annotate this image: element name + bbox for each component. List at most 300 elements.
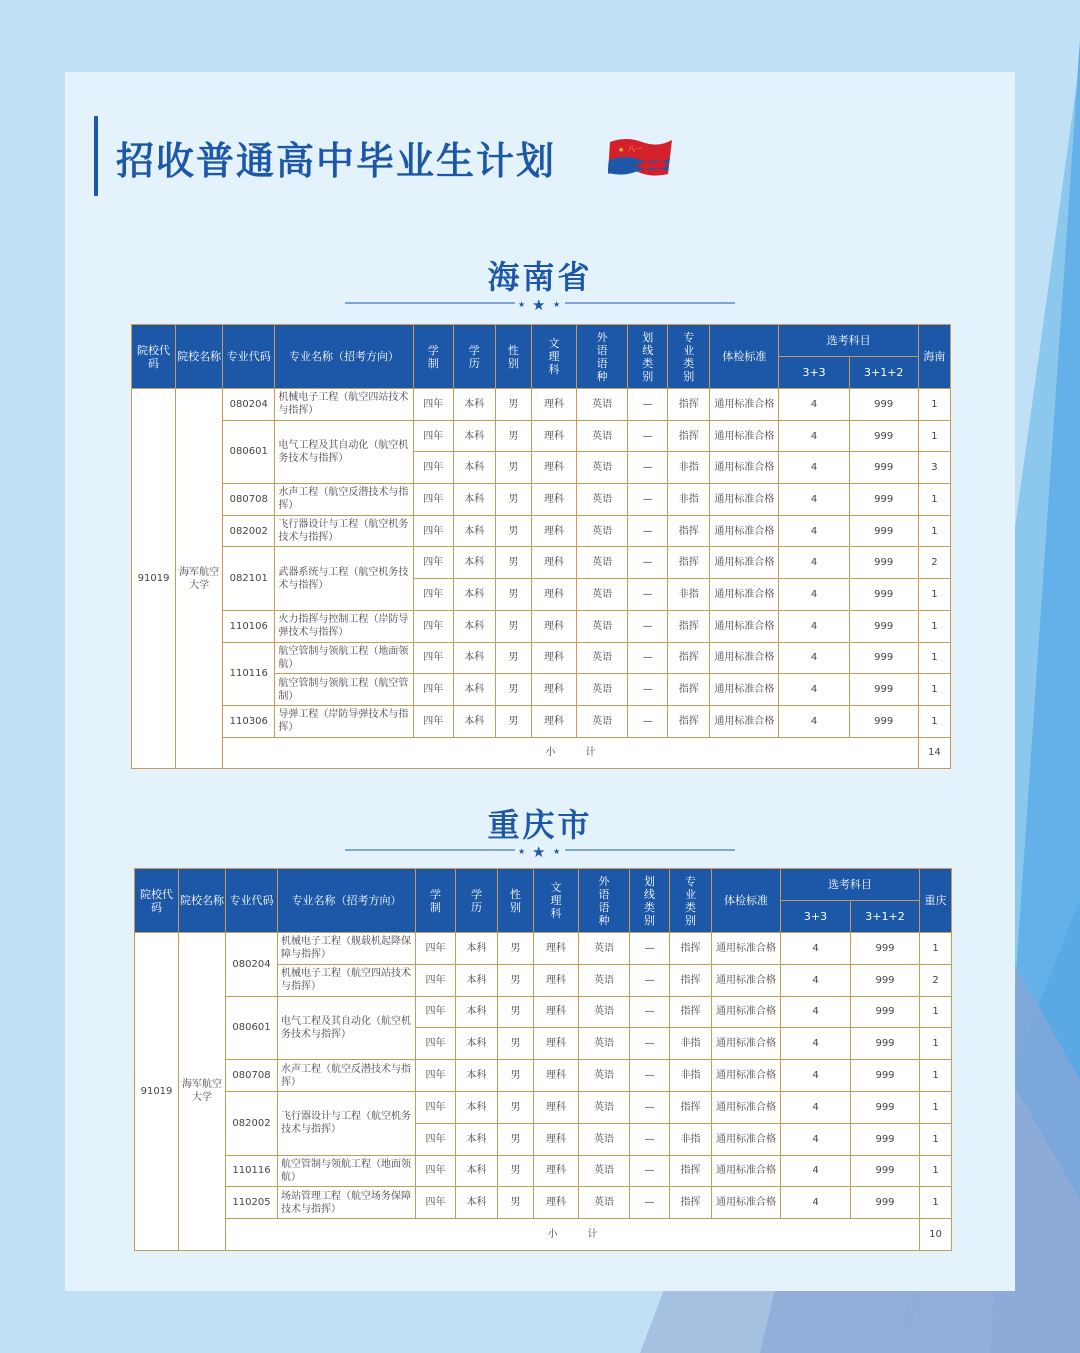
cell-lang: 英语: [579, 1091, 630, 1123]
cell-type: 非指: [670, 1060, 712, 1092]
cell-gen: 男: [495, 452, 531, 484]
cell-dur: 四年: [416, 1060, 456, 1092]
cell-s33: 4: [781, 1123, 851, 1155]
cell-gen: 男: [498, 1028, 534, 1060]
cell-lang: 英语: [579, 1155, 630, 1187]
cell-ak: 理科: [534, 1187, 579, 1219]
cell-ak: 理科: [534, 964, 579, 996]
cell-line: —: [630, 964, 670, 996]
cell-s33: 4: [779, 515, 849, 547]
cell-s33: 4: [779, 484, 849, 516]
cell-type: 非指: [670, 1028, 712, 1060]
subtotal-value: 10: [920, 1219, 952, 1251]
cell-line: —: [628, 389, 668, 421]
cell-dur: 四年: [416, 1123, 456, 1155]
svg-text:★: ★: [553, 847, 561, 856]
subtotal-row: [132, 737, 951, 769]
cell-dur: 四年: [413, 610, 453, 642]
cell-dur: 四年: [413, 420, 453, 452]
cell-phys: 通用标准合格: [712, 1155, 781, 1187]
cell-deg: 本科: [456, 1155, 498, 1187]
cell-dur: 四年: [413, 484, 453, 516]
cell-s33: 4: [779, 674, 849, 706]
cell-line: —: [628, 579, 668, 611]
cell-phys: 通用标准合格: [710, 642, 779, 674]
cell-n: 3: [918, 452, 950, 484]
cell-line: —: [628, 642, 668, 674]
cell-gen: 男: [495, 610, 531, 642]
cell-line: —: [628, 452, 668, 484]
cell-deg: 本科: [453, 705, 495, 737]
cell-deg: 本科: [456, 1060, 498, 1092]
cell-type: 指挥: [668, 642, 710, 674]
header-region: 重庆: [920, 869, 952, 933]
cell-s33: 4: [781, 964, 851, 996]
header-3-3: 3+3: [781, 901, 851, 933]
cell-type: 非指: [670, 1123, 712, 1155]
cell-deg: 本科: [453, 484, 495, 516]
cell-lang: 英语: [579, 1187, 630, 1219]
cell-n: 1: [920, 1060, 952, 1092]
cell-lang: 英语: [577, 642, 628, 674]
cell-phys: 通用标准合格: [712, 964, 781, 996]
cell-gen: 男: [498, 1123, 534, 1155]
header-3-3: 3+3: [779, 357, 849, 389]
cell-n: 1: [920, 1091, 952, 1123]
major-name-cell: 场站管理工程（航空场务保障技术与指挥）: [278, 1187, 416, 1219]
cell-deg: 本科: [453, 642, 495, 674]
section-title-hainan: 海南省: [487, 258, 593, 296]
cell-s312: 999: [849, 389, 918, 421]
cell-gen: 男: [498, 1091, 534, 1123]
major-name-cell: 水声工程（航空反潜技术与指挥）: [278, 1060, 416, 1092]
cell-phys: 通用标准合格: [712, 933, 781, 965]
cell-line: —: [630, 1028, 670, 1060]
header-language: 外语语种: [579, 869, 630, 933]
cell-type: 指挥: [670, 964, 712, 996]
table-row: [132, 389, 951, 421]
cell-line: —: [628, 674, 668, 706]
header-school-code: 院校代码: [135, 869, 179, 933]
major-name-cell: 水声工程（航空反潜技术与指挥）: [275, 484, 413, 516]
cell-n: 2: [920, 964, 952, 996]
cell-deg: 本科: [453, 610, 495, 642]
table-row: [135, 1091, 952, 1123]
svg-text:★: ★: [532, 296, 546, 313]
header-major-type: 专业类别: [670, 869, 712, 933]
cell-lang: 英语: [577, 515, 628, 547]
cell-type: 非指: [668, 484, 710, 516]
cell-deg: 本科: [453, 547, 495, 579]
cell-phys: 通用标准合格: [710, 515, 779, 547]
cell-ak: 理科: [531, 579, 576, 611]
header-physical: 体检标准: [712, 869, 781, 933]
header-line-type: 划线类别: [628, 325, 668, 389]
cell-gen: 男: [495, 484, 531, 516]
header-language: 外语语种: [577, 325, 628, 389]
header-line-type: 划线类别: [630, 869, 670, 933]
major-name-cell: 电气工程及其自动化（航空机务技术与指挥）: [278, 996, 416, 1060]
cell-gen: 男: [498, 1187, 534, 1219]
major-name-cell: 航空管制与领航工程（地面领航）: [275, 642, 413, 674]
cell-n: 1: [920, 996, 952, 1028]
major-name-cell: 导弹工程（岸防导弹技术与指挥）: [275, 705, 413, 737]
cell-ak: 理科: [531, 452, 576, 484]
cell-s312: 999: [849, 674, 918, 706]
table-row: [132, 484, 951, 516]
cell-s312: 999: [849, 452, 918, 484]
table-row: [135, 996, 952, 1028]
header-arts-science: 文理科: [531, 325, 576, 389]
cell-lang: 英语: [577, 579, 628, 611]
header-3-1-2: 3+1+2: [849, 357, 918, 389]
header-degree: 学历: [456, 869, 498, 933]
cell-gen: 男: [495, 579, 531, 611]
cell-type: 指挥: [668, 515, 710, 547]
school-name-cell: 海军航空大学: [176, 389, 223, 769]
table-row: [135, 933, 952, 965]
cell-dur: 四年: [416, 1091, 456, 1123]
cell-ak: 理科: [534, 996, 579, 1028]
major-code-cell: 080708: [226, 1060, 278, 1092]
cell-lang: 英语: [577, 547, 628, 579]
cell-lang: 英语: [577, 674, 628, 706]
cell-line: —: [630, 1060, 670, 1092]
cell-n: 1: [918, 579, 950, 611]
table-row: [132, 547, 951, 579]
divider-hainan: [345, 293, 735, 313]
divider-chongqing: [345, 840, 735, 860]
cell-s33: 4: [781, 996, 851, 1028]
cell-ak: 理科: [531, 705, 576, 737]
cell-s312: 999: [849, 420, 918, 452]
cell-line: —: [630, 1187, 670, 1219]
header-major-code: 专业代码: [223, 325, 275, 389]
cell-deg: 本科: [456, 964, 498, 996]
cell-dur: 四年: [413, 547, 453, 579]
major-code-cell: 082002: [223, 515, 275, 547]
cell-type: 指挥: [668, 547, 710, 579]
subtotal-label: 小 计: [223, 737, 919, 769]
cell-ak: 理科: [531, 642, 576, 674]
svg-text:★: ★: [532, 843, 546, 860]
cell-n: 1: [918, 515, 950, 547]
cell-type: 指挥: [670, 1187, 712, 1219]
major-name-cell: 机械电子工程（舰载机起降保障与指挥）: [278, 933, 416, 965]
cell-gen: 男: [495, 674, 531, 706]
cell-phys: 通用标准合格: [710, 389, 779, 421]
cell-dur: 四年: [413, 579, 453, 611]
header-gender: 性别: [495, 325, 531, 389]
major-name-cell: 航空管制与领航工程（地面领航）: [278, 1155, 416, 1187]
cell-s312: 999: [851, 1155, 920, 1187]
cell-type: 非指: [668, 452, 710, 484]
cell-s312: 999: [851, 1187, 920, 1219]
cell-type: 指挥: [670, 933, 712, 965]
cell-ak: 理科: [534, 1028, 579, 1060]
major-code-cell: 110116: [226, 1155, 278, 1187]
cell-gen: 男: [495, 547, 531, 579]
title-accent-bar: [94, 116, 98, 196]
cell-s33: 4: [779, 610, 849, 642]
major-name-cell: 火力指挥与控制工程（岸防导弹技术与指挥）: [275, 610, 413, 642]
cell-dur: 四年: [416, 1155, 456, 1187]
table-row: [132, 705, 951, 737]
svg-text:★: ★: [618, 146, 625, 154]
svg-text:★: ★: [553, 300, 561, 309]
cell-dur: 四年: [413, 515, 453, 547]
major-code-cell: 080204: [226, 933, 278, 997]
header-3-1-2: 3+1+2: [851, 901, 920, 933]
cell-dur: 四年: [416, 933, 456, 965]
cell-lang: 英语: [579, 933, 630, 965]
subtotal-row: [135, 1219, 952, 1251]
table-row: [132, 420, 951, 452]
major-code-cell: 082101: [223, 547, 275, 610]
cell-phys: 通用标准合格: [712, 1028, 781, 1060]
cell-dur: 四年: [413, 452, 453, 484]
cell-deg: 本科: [453, 420, 495, 452]
cell-s33: 4: [781, 1155, 851, 1187]
cell-line: —: [630, 1091, 670, 1123]
section-title-chongqing: 重庆市: [487, 806, 593, 844]
table-row: [132, 515, 951, 547]
cell-deg: 本科: [456, 1028, 498, 1060]
cell-s312: 999: [849, 579, 918, 611]
table-row: [132, 642, 951, 674]
cell-n: 1: [920, 1028, 952, 1060]
cell-type: 指挥: [668, 389, 710, 421]
cell-s312: 999: [851, 1091, 920, 1123]
table-row: [135, 1187, 952, 1219]
cell-ak: 理科: [531, 484, 576, 516]
cell-gen: 男: [498, 964, 534, 996]
cell-dur: 四年: [416, 964, 456, 996]
major-code-cell: 080601: [223, 420, 275, 483]
cell-type: 指挥: [668, 705, 710, 737]
cell-phys: 通用标准合格: [712, 1187, 781, 1219]
cell-phys: 通用标准合格: [710, 579, 779, 611]
cell-line: —: [628, 610, 668, 642]
cell-s33: 4: [779, 705, 849, 737]
cell-s312: 999: [849, 484, 918, 516]
major-name-cell: 航空管制与领航工程（航空管制）: [275, 674, 413, 706]
cell-n: 1: [918, 642, 950, 674]
cell-ak: 理科: [534, 1091, 579, 1123]
header-school-name: 院校名称: [179, 869, 226, 933]
cell-type: 指挥: [670, 1155, 712, 1187]
cell-lang: 英语: [579, 1123, 630, 1155]
cell-gen: 男: [495, 705, 531, 737]
cell-line: —: [630, 933, 670, 965]
cell-gen: 男: [498, 996, 534, 1028]
cell-s312: 999: [851, 964, 920, 996]
header-duration: 学制: [416, 869, 456, 933]
cell-type: 指挥: [668, 674, 710, 706]
cell-s33: 4: [781, 1028, 851, 1060]
major-code-cell: 082002: [226, 1091, 278, 1155]
header-duration: 学制: [413, 325, 453, 389]
cell-type: 指挥: [670, 996, 712, 1028]
cell-dur: 四年: [413, 705, 453, 737]
cell-type: 非指: [668, 579, 710, 611]
svg-text:★: ★: [518, 300, 526, 309]
major-name-cell: 电气工程及其自动化（航空机务技术与指挥）: [275, 420, 413, 483]
major-code-cell: 110116: [223, 642, 275, 705]
header-major-type: 专业类别: [668, 325, 710, 389]
cell-ak: 理科: [531, 515, 576, 547]
cell-deg: 本科: [456, 1091, 498, 1123]
cell-lang: 英语: [577, 420, 628, 452]
cell-phys: 通用标准合格: [712, 996, 781, 1028]
cell-lang: 英语: [579, 996, 630, 1028]
cell-phys: 通用标准合格: [710, 484, 779, 516]
cell-s312: 999: [851, 996, 920, 1028]
cell-n: 1: [918, 484, 950, 516]
subtotal-value: 14: [918, 737, 950, 769]
svg-text:八一: 八一: [628, 145, 642, 153]
cell-line: —: [630, 1123, 670, 1155]
cell-line: —: [628, 547, 668, 579]
cell-gen: 男: [495, 515, 531, 547]
cell-s312: 999: [851, 1028, 920, 1060]
major-code-cell: 080204: [223, 389, 275, 421]
cell-gen: 男: [495, 389, 531, 421]
cell-n: 1: [918, 420, 950, 452]
header-physical: 体检标准: [710, 325, 779, 389]
cell-s312: 999: [851, 1060, 920, 1092]
cell-lang: 英语: [577, 389, 628, 421]
cell-n: 1: [920, 933, 952, 965]
cell-dur: 四年: [413, 674, 453, 706]
cell-line: —: [628, 420, 668, 452]
cell-line: —: [628, 705, 668, 737]
cell-n: 1: [918, 610, 950, 642]
major-code-cell: 080601: [226, 996, 278, 1060]
cell-lang: 英语: [577, 484, 628, 516]
table-row: [132, 610, 951, 642]
cell-dur: 四年: [416, 1028, 456, 1060]
cell-deg: 本科: [453, 452, 495, 484]
major-code-cell: 110106: [223, 610, 275, 642]
header-major-code: 专业代码: [226, 869, 278, 933]
svg-text:★: ★: [518, 847, 526, 856]
cell-n: 1: [920, 1187, 952, 1219]
cell-s33: 4: [779, 389, 849, 421]
cell-type: 指挥: [668, 420, 710, 452]
cell-phys: 通用标准合格: [710, 705, 779, 737]
cell-phys: 通用标准合格: [710, 420, 779, 452]
cell-n: 1: [918, 674, 950, 706]
header-region: 海南: [918, 325, 950, 389]
cell-s312: 999: [849, 515, 918, 547]
major-name-cell: 飞行器设计与工程（航空机务技术与指挥）: [278, 1091, 416, 1155]
cell-deg: 本科: [453, 579, 495, 611]
cell-deg: 本科: [456, 996, 498, 1028]
cell-phys: 通用标准合格: [710, 674, 779, 706]
cell-line: —: [630, 1155, 670, 1187]
school-code-cell: 91019: [135, 933, 179, 1251]
cell-lang: 英语: [577, 452, 628, 484]
cell-s33: 4: [781, 1060, 851, 1092]
cell-type: 指挥: [668, 610, 710, 642]
cell-deg: 本科: [453, 515, 495, 547]
cell-s33: 4: [781, 933, 851, 965]
cell-ak: 理科: [531, 420, 576, 452]
cell-s33: 4: [779, 420, 849, 452]
naval-flag-icon: [606, 134, 674, 182]
cell-ak: 理科: [531, 674, 576, 706]
cell-lang: 英语: [579, 964, 630, 996]
cell-s312: 999: [849, 642, 918, 674]
header-school-name: 院校名称: [176, 325, 223, 389]
cell-s33: 4: [781, 1091, 851, 1123]
cell-phys: 通用标准合格: [710, 452, 779, 484]
major-name-cell: 飞行器设计与工程（航空机务技术与指挥）: [275, 515, 413, 547]
cell-deg: 本科: [456, 933, 498, 965]
cell-s33: 4: [779, 579, 849, 611]
cell-lang: 英语: [579, 1060, 630, 1092]
cell-phys: 通用标准合格: [710, 610, 779, 642]
cell-gen: 男: [498, 1060, 534, 1092]
cell-s312: 999: [851, 1123, 920, 1155]
cell-ak: 理科: [531, 547, 576, 579]
cell-phys: 通用标准合格: [712, 1091, 781, 1123]
cell-line: —: [628, 515, 668, 547]
table-row: [135, 1060, 952, 1092]
cell-ak: 理科: [531, 389, 576, 421]
cell-n: 1: [918, 705, 950, 737]
cell-deg: 本科: [456, 1187, 498, 1219]
header-subjects: 选考科目: [781, 869, 920, 901]
cell-dur: 四年: [416, 996, 456, 1028]
cell-ak: 理科: [534, 933, 579, 965]
major-code-cell: 110205: [226, 1187, 278, 1219]
school-code-cell: 91019: [132, 389, 176, 769]
cell-n: 1: [920, 1155, 952, 1187]
cell-type: 指挥: [670, 1091, 712, 1123]
cell-lang: 英语: [579, 1028, 630, 1060]
cell-ak: 理科: [534, 1060, 579, 1092]
cell-s33: 4: [781, 1187, 851, 1219]
plan-table-hainan: [131, 324, 951, 769]
cell-s33: 4: [779, 547, 849, 579]
cell-line: —: [628, 484, 668, 516]
cell-s312: 999: [849, 547, 918, 579]
header-degree: 学历: [453, 325, 495, 389]
cell-deg: 本科: [453, 389, 495, 421]
major-name-cell: 机械电子工程（航空四站技术与指挥）: [275, 389, 413, 421]
header-gender: 性别: [498, 869, 534, 933]
cell-s33: 4: [779, 452, 849, 484]
cell-phys: 通用标准合格: [710, 547, 779, 579]
page-title: 招收普通高中毕业生计划: [116, 138, 557, 183]
cell-ak: 理科: [531, 610, 576, 642]
cell-s312: 999: [851, 933, 920, 965]
cell-deg: 本科: [456, 1123, 498, 1155]
cell-gen: 男: [495, 420, 531, 452]
major-name-cell: 机械电子工程（航空四站技术与指挥）: [278, 964, 416, 996]
subtotal-label: 小 计: [226, 1219, 920, 1251]
header-arts-science: 文理科: [534, 869, 579, 933]
cell-dur: 四年: [413, 642, 453, 674]
cell-dur: 四年: [413, 389, 453, 421]
cell-line: —: [630, 996, 670, 1028]
header-school-code: 院校代码: [132, 325, 176, 389]
major-code-cell: 080708: [223, 484, 275, 516]
cell-gen: 男: [498, 1155, 534, 1187]
cell-ak: 理科: [534, 1155, 579, 1187]
